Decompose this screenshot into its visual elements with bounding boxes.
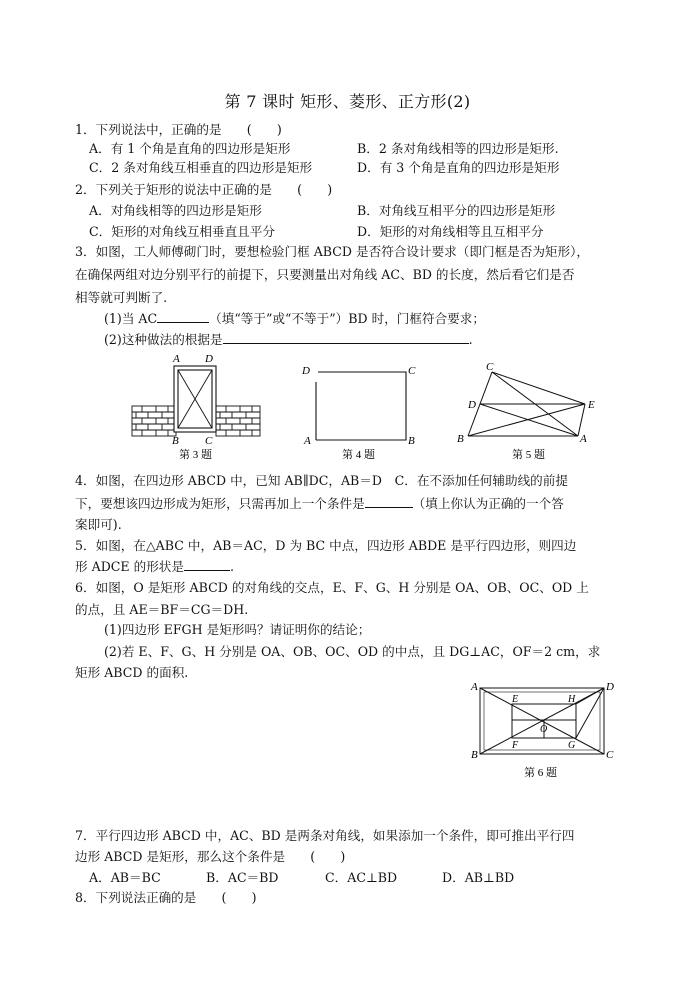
q5-line-2 xyxy=(75,558,234,575)
figure-4-rectangle xyxy=(296,360,426,464)
q1-stem: 1．下列说法中，正确的是 ( ) xyxy=(75,122,282,137)
q2-option-b: B．对角线互相平分的四边形是矩形 xyxy=(357,203,556,218)
fig6-label-g: G xyxy=(568,740,576,751)
q3-line-3: 相等就可判断了. xyxy=(75,290,168,305)
q5-line-2-suffix: . xyxy=(230,559,235,574)
fig5-label-c: C xyxy=(486,361,494,373)
fig4-caption: 第 4 题 xyxy=(342,449,375,461)
q2-stem: 2．下列关于矩形的说法中正确的是 ( ) xyxy=(75,182,333,197)
fig3-caption: 第 3 题 xyxy=(179,449,212,461)
fig5-label-d: D xyxy=(468,399,476,411)
q3-answer-blank-1[interactable] xyxy=(157,310,209,323)
figure-3-door-frame xyxy=(128,350,268,462)
q7-option-d: D．AB⊥BD xyxy=(442,870,515,885)
q1-option-d: D．有 3 个角是直角的四边形是矩形 xyxy=(357,160,560,175)
fig3-label-d: D xyxy=(205,353,213,365)
page-title: 第 7 课时 矩形、菱形、正方形(2) xyxy=(224,92,471,111)
fig5-label-e: E xyxy=(588,399,595,411)
fig5-caption: 第 5 题 xyxy=(512,449,545,461)
fig6-label-e: E xyxy=(512,694,519,705)
figure-5-parallelogram xyxy=(452,358,602,464)
q7-line-2: 边形 ABCD 是矩形，那么这个条件是 ( ) xyxy=(75,849,346,864)
fig6-lines xyxy=(480,688,604,754)
q3-part-1-suffix: （填“等于”或“不等于”）BD 时，门框符合要求； xyxy=(209,311,485,326)
q2-option-c: C．矩形的对角线互相垂直且平分 xyxy=(89,224,275,239)
fig4-label-a: A xyxy=(304,435,311,447)
q7-line-1: 7．平行四边形 ABCD 中，AC、BD 是两条对角线，如果添加一个条件，即可推出平行四 xyxy=(75,828,575,843)
fig3-label-a: A xyxy=(173,353,180,365)
q4-line-1: 4．如图，在四边形 ABCD 中，已知 AB∥DC，AB＝D C．在不添加任何辅助线的前提 xyxy=(75,473,568,488)
fig4-label-b: B xyxy=(408,435,415,447)
q4-line-2-prefix: 下，要想该四边形成为矩形，只需再加上一个条件是 xyxy=(75,496,365,511)
q5-line-1: 5．如图，在△ABC 中，AB＝AC，D 为 BC 中点，四边形 ABDE 是平行四边形，则四边 xyxy=(75,538,577,553)
q6-line-2: 的点，且 AE＝BF＝CG＝DH. xyxy=(75,602,249,617)
fig3-label-c: C xyxy=(205,435,213,447)
q4-line-2-suffix: （填上你认为正确的一个答 xyxy=(412,496,564,511)
fig6-label-a: A xyxy=(471,681,478,693)
fig6-label-b: B xyxy=(471,749,478,761)
q3-part-2-prefix: (2)这种做法的根据是 xyxy=(104,332,223,347)
q4-answer-blank[interactable] xyxy=(365,495,413,508)
figure-6-rectangle xyxy=(468,680,620,784)
q6-part-2-cont: 矩形 ABCD 的面积. xyxy=(75,665,189,680)
q6-part-1: (1)四边形 EFGH 是矩形吗？请证明你的结论； xyxy=(104,622,371,637)
q1-option-c: C．2 条对角线互相垂直的四边形是矩形 xyxy=(89,160,313,175)
q3-part-1-prefix: (1)当 AC xyxy=(104,311,158,326)
brick-wall-left xyxy=(132,406,176,436)
fig4-label-c: C xyxy=(408,365,416,377)
fig3-label-b: B xyxy=(172,435,179,447)
fig5-lines xyxy=(468,372,585,436)
fig6-label-f: F xyxy=(512,740,519,751)
fig6-caption: 第 6 题 xyxy=(524,767,557,779)
q6-line-1: 6．如图，O 是矩形 ABCD 的对角线的交点，E、F、G、H 分别是 OA、OB、OC、OD 上 xyxy=(75,580,589,595)
fig5-label-a: A xyxy=(580,433,587,445)
q3-line-2: 在确保两组对边分别平行的前提下，只要测量出对角线 AC、BD 的长度，然后看它们是否 xyxy=(75,267,575,282)
q4-line-3: 案即可). xyxy=(75,517,122,532)
q7-option-a: A．AB＝BC xyxy=(89,870,161,885)
q3-answer-blank-2[interactable] xyxy=(223,331,469,344)
q3-line-1: 3．如图，工人师傅砌门时，要想检验门框 ABCD 是否符合设计要求（即门框是否为矩形）， xyxy=(75,244,590,259)
q1-option-b: B．2 条对角线相等的四边形是矩形. xyxy=(357,141,559,156)
fig6-label-o: O xyxy=(540,724,548,735)
q3-part-2-suffix: . xyxy=(468,332,473,347)
q8-stem: 8．下列说法正确的是 ( ) xyxy=(75,890,257,905)
fig4-label-d: D xyxy=(302,365,310,377)
q5-line-2-prefix: 形 ADCE 的形状是 xyxy=(75,559,184,574)
q5-answer-blank[interactable] xyxy=(184,558,230,571)
fig6-label-d: D xyxy=(606,681,614,693)
fig5-label-b: B xyxy=(457,433,464,445)
door-frame xyxy=(174,366,216,432)
q3-part-2 xyxy=(104,331,473,348)
q2-option-a: A．对角线相等的四边形是矩形 xyxy=(89,203,262,218)
q7-option-c: C．AC⊥BD xyxy=(325,870,398,885)
q3-part-1 xyxy=(104,310,485,327)
brick-wall-right xyxy=(216,406,260,436)
q2-option-d: D．矩形的对角线相等且互相平分 xyxy=(357,224,544,239)
q4-line-2 xyxy=(75,495,564,512)
q1-option-a: A．有 1 个角是直角的四边形是矩形 xyxy=(89,141,291,156)
q7-option-b: B．AC＝BD xyxy=(206,870,279,885)
fig4-shape xyxy=(316,372,406,440)
fig6-label-c: C xyxy=(606,749,614,761)
q6-part-2: (2)若 E、F、G、H 分别是 OA、OB、OC、OD 的中点，且 DG⊥AC，OF＝2 cm，求 xyxy=(104,644,601,659)
fig6-label-h: H xyxy=(568,694,576,705)
